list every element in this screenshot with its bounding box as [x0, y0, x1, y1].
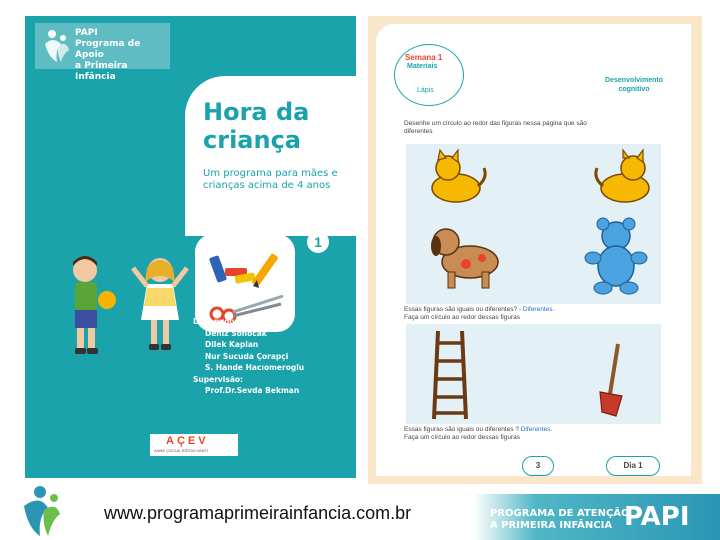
cover-subtitle — [203, 168, 338, 192]
cover-title-panel — [185, 76, 356, 236]
credits-block — [193, 316, 353, 397]
logo-line: PAPI — [75, 28, 98, 38]
acev-logo-letters: AÇEV — [166, 435, 209, 447]
title-line: criança — [203, 126, 301, 154]
worksheet-page — [368, 16, 702, 484]
question-2 — [404, 426, 679, 442]
dog-icon — [426, 222, 506, 290]
materials-label: Materiais — [407, 63, 438, 70]
shovel-icon — [594, 342, 630, 418]
question-1-answer: Diferentes. — [522, 306, 555, 313]
credit-author: Dilek Kaplan — [205, 340, 259, 349]
papi-wordmark: PAPI — [624, 502, 690, 532]
footer-brand-band — [474, 494, 720, 540]
question-1-text: Essas figuras são iguais ou diferentes? - — [404, 306, 523, 313]
page-number: 3 — [522, 456, 554, 476]
question-2-text: Essas figuras são iguais ou diferentes ? — [404, 426, 521, 433]
volume-number: 1 — [307, 231, 329, 253]
papi-logo-text — [75, 28, 170, 83]
cover-title — [203, 98, 309, 154]
acev-logo — [150, 434, 238, 456]
program-name-line: A PRIMEIRA INFÂNCIA — [490, 520, 613, 531]
area-line: Desenvolvimento — [605, 77, 663, 84]
material-item: Lápis — [417, 87, 434, 94]
credits-heading: Desenvolvido por: — [193, 317, 270, 326]
cat-icon — [420, 148, 490, 206]
program-name — [490, 508, 630, 532]
title-line: Hora da — [203, 98, 310, 126]
week-label: Semana 1 — [405, 53, 443, 62]
acev-logo-small-text: ANNE ÇOCUK EĞİTİM VAKFI — [154, 448, 208, 453]
papi-figure-icon — [41, 28, 71, 64]
ladder-icon — [428, 329, 472, 421]
credit-author: Deniz Sonocak — [205, 328, 267, 338]
supervision-label: Supervisão: — [193, 374, 244, 384]
instruction-line: diferentes — [404, 128, 433, 135]
question-1 — [404, 306, 679, 322]
subtitle-line: crianças acima de 4 anos — [203, 180, 331, 191]
children-playing-icon — [55, 248, 195, 378]
question-1-instruction: Faça um círculo ao redor dessas figuras — [404, 314, 520, 321]
logo-line: a Primeira Infância — [75, 61, 128, 82]
worksheet-inner — [376, 24, 691, 476]
credit-author: Nur Sucuda Çorapçi — [205, 351, 289, 361]
day-label: Dia 1 — [606, 456, 660, 476]
area-line: cognitivo — [618, 86, 650, 93]
question-2-instruction: Faça um círculo ao redor dessas figuras — [404, 434, 520, 441]
credit-supervisor: Prof.Dr.Sevda Bekman — [205, 386, 300, 395]
subtitle-line: Um programa para mães e — [203, 168, 338, 179]
credit-author: S. Hande Hacıomeroglu — [205, 363, 305, 372]
question-2-answer: Diferentes. — [520, 426, 553, 433]
papi-cover-logo — [35, 23, 170, 82]
cover-page — [25, 16, 356, 478]
logo-line: Programa de Apoio — [75, 39, 141, 60]
cat-icon — [591, 148, 661, 206]
website-url[interactable]: www.programaprimeirainfancia.com.br — [104, 503, 412, 523]
week-materials-badge — [394, 44, 464, 106]
instruction-text — [404, 120, 674, 136]
papi-footer-logo-icon — [18, 484, 64, 538]
teddy-bear-icon — [581, 216, 651, 296]
instruction-line: Desenhe um círculo ao redor das figuras nessa página que são — [404, 120, 587, 127]
development-area — [594, 76, 674, 94]
program-name-line: PROGRAMA DE ATENÇÃO — [490, 508, 630, 519]
children-illustration — [55, 248, 195, 378]
